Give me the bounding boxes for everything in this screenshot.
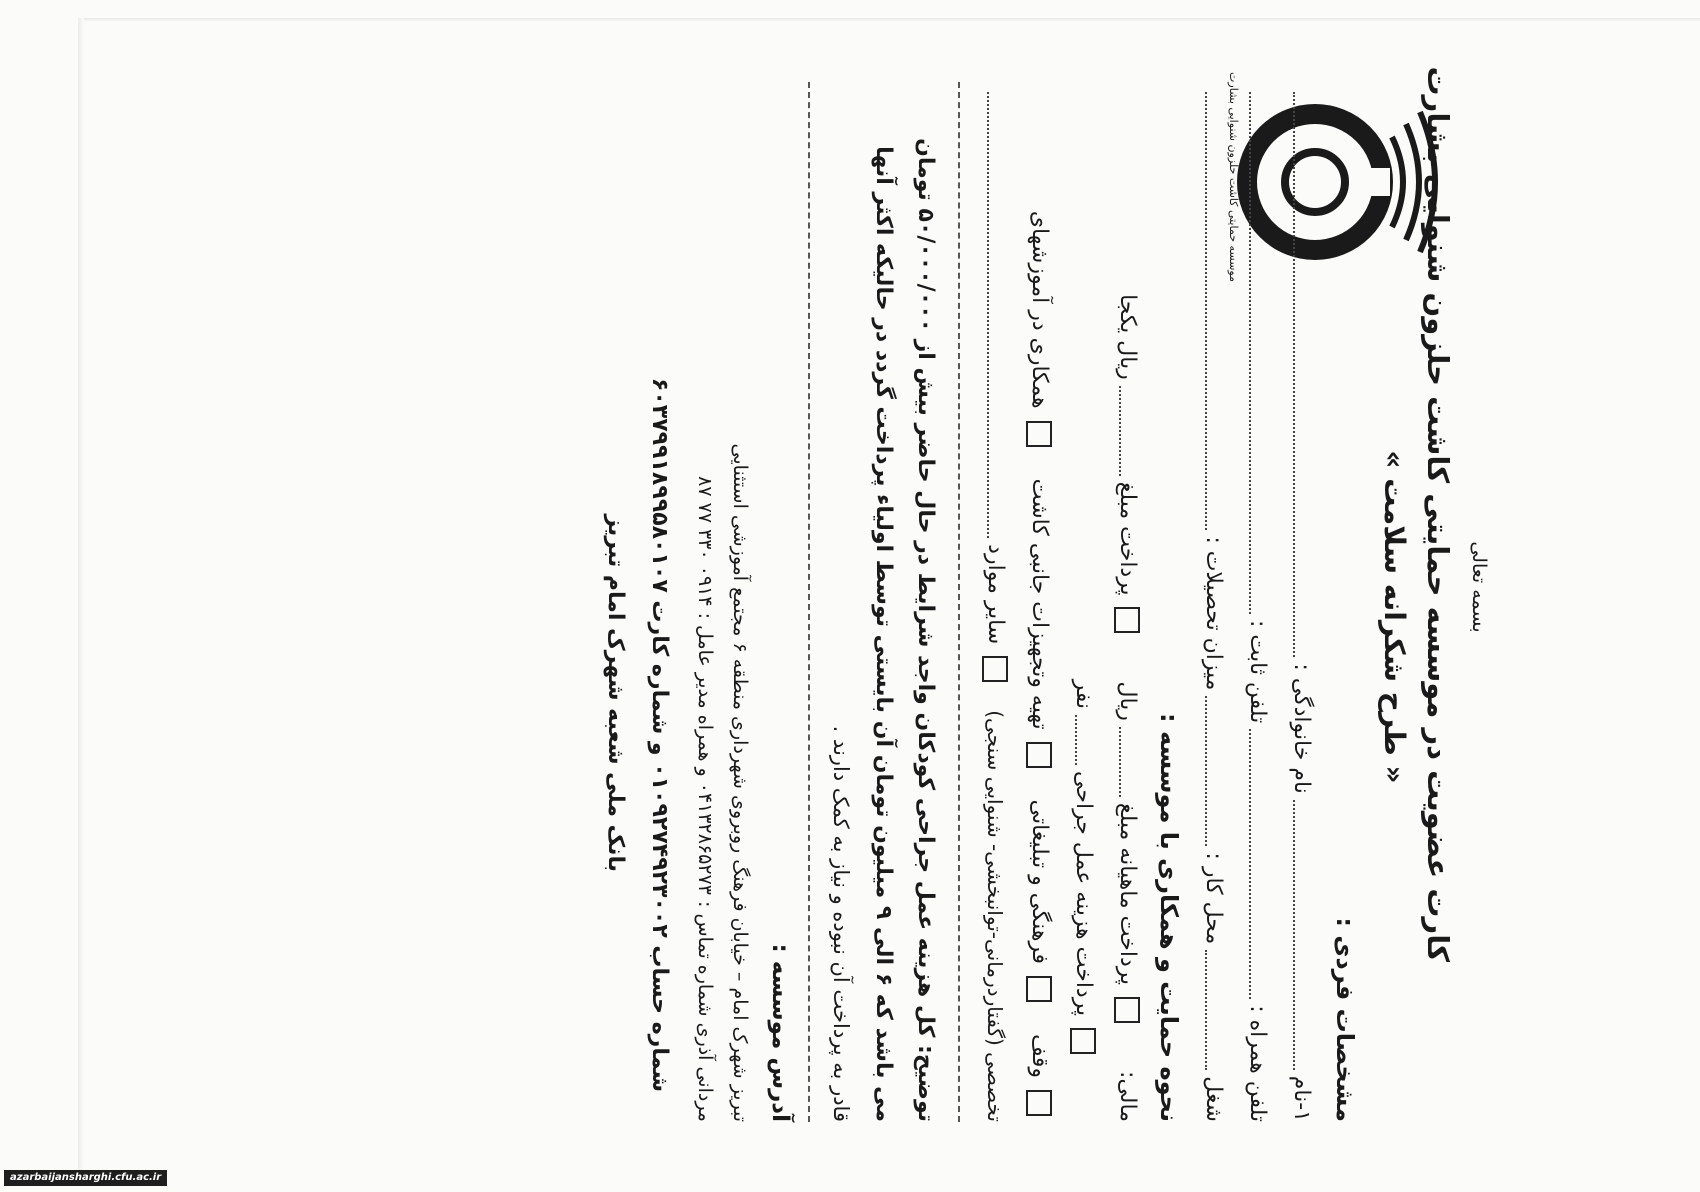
personal-heading: مشخصات فردی : [1331, 917, 1359, 1122]
name-label: ۱-نام [1289, 1075, 1314, 1122]
bank-name: بانک ملی شعبه شهرک امام تبریز [603, 514, 628, 872]
cooperation-checkbox[interactable] [1026, 421, 1052, 447]
scan-edge-top [80, 18, 1700, 22]
name-row [1286, 92, 1316, 1122]
job-field[interactable] [1205, 950, 1221, 1070]
phone-field[interactable] [1249, 92, 1265, 614]
site-watermark: azarbaijansharghi.cfu.ac.ir [4, 1170, 167, 1186]
other-label: سایر موارد [983, 544, 1008, 645]
form-title: کارت عضویت در موسسه حمایتی کاشت حلزون شنوایی بشارت [1421, 66, 1455, 962]
monthly-rial: ریال [1115, 681, 1140, 721]
financial-label: مالی: [1115, 1071, 1140, 1122]
family-field[interactable] [1293, 92, 1309, 657]
logo-caption: موسسه حمایتی کاشت حلزون شنوایی بشارت [1227, 72, 1240, 282]
address-line-2: مردانی آذری شماره تماس : ۰۴۱۳۲۸۶۵۲۷۳ و همراه مدیر عامل : ۰۹۱۴ ۳۳۰ ۷۷ ۸۷ [694, 476, 716, 1122]
mobile-field[interactable] [1249, 729, 1265, 999]
lump-sum-suffix: ریال یکجا [1115, 294, 1140, 380]
membership-form [200, 42, 1500, 1132]
education-field[interactable] [1205, 92, 1221, 530]
surgery-row [1068, 680, 1098, 1060]
lump-sum-field[interactable] [1119, 386, 1135, 476]
mobile-label: تلفن همراه : [1245, 1005, 1270, 1122]
other-field[interactable] [987, 92, 1003, 538]
surgery-label: پرداخت هزینه عمل جراحی [1071, 771, 1096, 1016]
address-line-1: تبریز شهرک امام – خیابان فرهنگ روبروی شهرداری منطقه ۶ مجتمع آموزشی استثنایی [729, 443, 751, 1122]
monthly-label: پرداخت ماهیانه مبلغ [1115, 802, 1140, 986]
surgery-checkbox[interactable] [1070, 1028, 1096, 1054]
endowment-checkbox[interactable] [1026, 1090, 1052, 1116]
note-line-2: می باشد که ۶ الی ۹ میلیون تومان آن بایستی توسط اولیاء پرداخت گردد در حالیکه اکثر آنها [871, 146, 896, 1122]
job-label: شغل [1201, 1076, 1226, 1122]
equipment-label: تهیه وتجهیزات جانبی کاشت [1027, 478, 1052, 730]
cooperation-label: همکاری در آموزشهای [1027, 210, 1052, 409]
lump-sum-checkbox[interactable] [1114, 607, 1140, 633]
account-number: شماره حساب ۰۱۰۹۲۷۴۹۲۳۰۰۲ و شماره کارت ۶۰۳۷۹۹۱۸۹۹۵۸۰۱۰۷ [647, 377, 672, 1092]
cooperation-row [1024, 92, 1054, 1122]
name-field[interactable] [1293, 800, 1309, 1070]
address-heading: آدرس موسسه : [767, 943, 793, 1122]
financial-row [1112, 92, 1142, 1122]
separator-bottom [808, 82, 810, 1122]
form-subtitle: « طرح شکرانه سلامت » [1378, 450, 1411, 784]
cultural-label: فرهنگی و تبلیغاتی [1027, 799, 1052, 965]
note-line-1: توضیح: کل هزینه عمل جراحی کودکان واجد شرایط در حال حاضر بیش از ۵۰/۰۰۰/۰۰۰ تومان [913, 138, 938, 1122]
separator-top [958, 82, 960, 1122]
equipment-checkbox[interactable] [1026, 742, 1052, 768]
surgery-suffix: نفر [1071, 679, 1096, 710]
specialist-row [980, 92, 1010, 1122]
job-row [1198, 92, 1228, 1122]
surgery-count-field[interactable] [1075, 715, 1091, 765]
lump-sum-label: پرداخت مبلغ [1115, 481, 1140, 596]
basmala: بسمه تعالی [1468, 541, 1490, 633]
specialist-label: تخصصی (گفتاردرمانی-توانبخشی- شنوایی سنجی) [983, 710, 1007, 1122]
note-line-3: قادر به پرداخت آن نبوده و نیاز به کمک دارند . [829, 725, 853, 1122]
support-heading: نحوه حمایت و همکاری با موسسه : [1155, 712, 1183, 1122]
scan-edge-left [78, 18, 84, 1178]
education-label: میزان تحصیلات : [1201, 536, 1226, 691]
family-label: نام خانوادگی : [1289, 663, 1314, 794]
endowment-label: وقف [1027, 1034, 1052, 1078]
monthly-checkbox[interactable] [1114, 997, 1140, 1023]
other-checkbox[interactable] [982, 656, 1008, 682]
monthly-amount-field[interactable] [1119, 727, 1135, 797]
phone-row [1242, 92, 1272, 1122]
workplace-field[interactable] [1205, 696, 1221, 846]
workplace-label: محل کار : [1201, 852, 1226, 945]
phone-label: تلفن ثابت : [1245, 619, 1270, 724]
cultural-checkbox[interactable] [1026, 976, 1052, 1002]
